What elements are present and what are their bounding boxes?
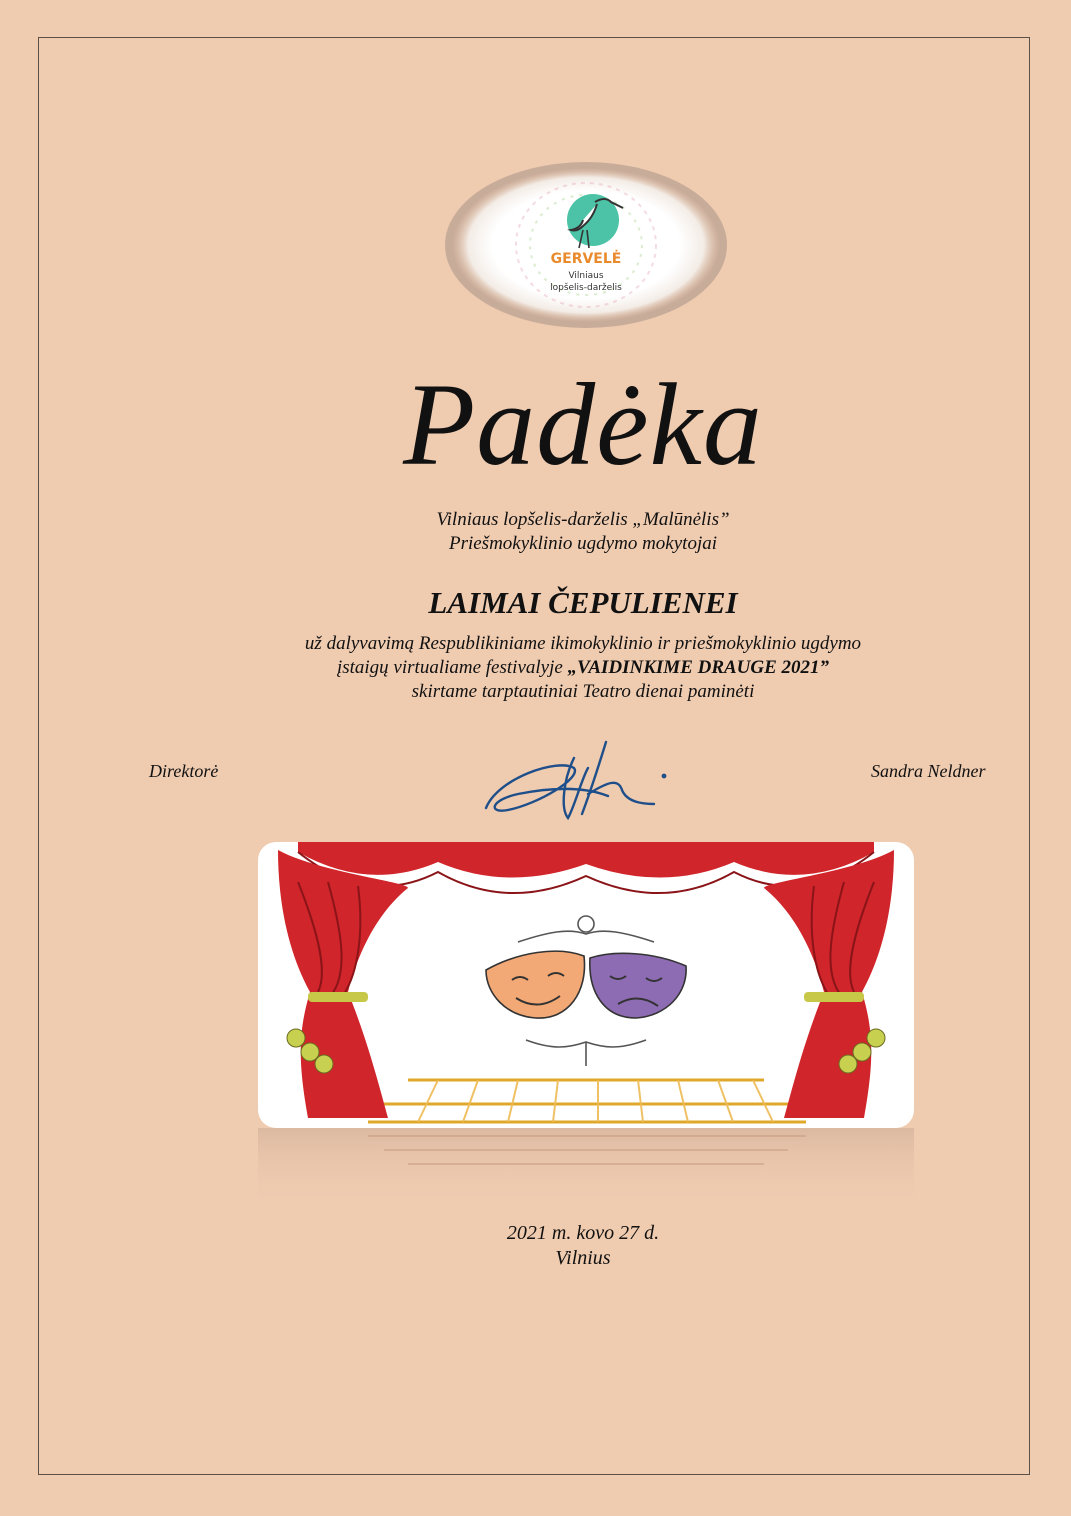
logo-line-1: Vilniaus <box>568 271 604 281</box>
kindergarten-logo <box>445 162 727 328</box>
theatre-stage-image <box>258 842 914 1128</box>
reason-line-3: skirtame tarptautiniai Teatro dienai paminėti <box>411 681 755 702</box>
logo-line-2: lopšelis-darželis <box>550 283 622 293</box>
signatory-name: Sandra Neldner <box>871 761 986 781</box>
issuer-line-1: Vilniaus lopšelis-darželis „Malūnėlis” <box>436 509 730 530</box>
issuer-line-2: Priešmokyklinio ugdymo mokytojai <box>448 533 718 554</box>
issue-date: 2021 m. kovo 27 d. <box>506 1222 660 1244</box>
reason-line-1: už dalyvavimą Respublikiniame ikimokyklinio ir priešmokyklinio ugdymo <box>304 633 862 654</box>
certificate-title: Padėka <box>403 359 763 490</box>
signatory-role: Direktorė <box>149 761 219 781</box>
issue-place: Vilnius <box>555 1247 611 1269</box>
signature-image <box>478 738 678 824</box>
issue-date-place <box>0 1221 1071 1271</box>
event-name: „VAIDINKIME DRAUGE 2021” <box>567 657 830 678</box>
logo-brand: GERVELĖ <box>550 251 622 267</box>
stage-image-reflection <box>258 1128 914 1208</box>
reason-line-2-prefix: įstaigų virtualiame festivalyje <box>336 657 568 678</box>
recipient-name: LAIMAI ČEPULIENEI <box>428 585 738 620</box>
reason-line-2 <box>0 656 1071 680</box>
